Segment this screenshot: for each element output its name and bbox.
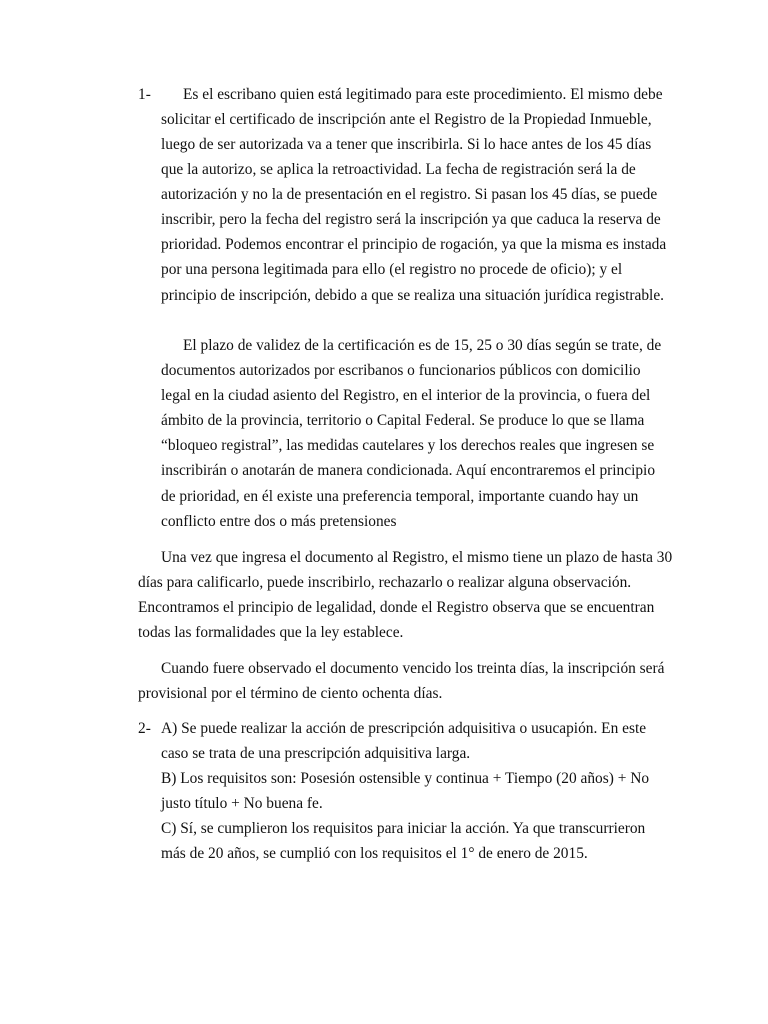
text-line: que la autorizo, se aplica la retroactividad. La fecha de registración será la de — [161, 161, 636, 178]
text-line: inscribirán o anotarán de manera condicionada. Aquí encontraremos el principio — [161, 462, 656, 479]
text-line: Encontramos el principio de legalidad, donde el Registro observa que se encuentran — [138, 599, 655, 616]
answer-b-line: justo título + No buena fe. — [161, 795, 323, 812]
text-line: ámbito de la provincia, territorio o Capital Federal. Se produce lo que se llama — [161, 412, 645, 429]
text-line: prioridad. Podemos encontrar el principio de rogación, ya que la misma es instada — [161, 236, 667, 253]
answer-b-line: B) Los requisitos son: Posesión ostensible y continua + Tiempo (20 años) + No — [161, 770, 650, 787]
text-line: inscribir, pero la fecha del registro será la inscripción ya que caduca la reserva de — [161, 211, 661, 228]
answer-a-line: caso se trata de una prescripción adquisitiva larga. — [161, 745, 471, 762]
text-line: Es el escribano quien está legitimado para este procedimiento. El mismo debe — [183, 86, 663, 103]
answer-c-line: más de 20 años, se cumplió con los requisitos el 1° de enero de 2015. — [161, 845, 588, 862]
text-line: autorización y no la de presentación en el registro. Si pasan los 45 días, se puede — [161, 186, 658, 203]
text-line: todas las formalidades que la ley establece. — [138, 624, 404, 641]
text-line: provisional por el término de ciento ochenta días. — [138, 685, 443, 702]
section-1-number: 1- — [138, 86, 151, 103]
text-line: documentos autorizados por escribanos o funcionarios públicos con domicilio — [161, 362, 641, 379]
answer-c-line: C) Sí, se cumplieron los requisitos para iniciar la acción. Ya que transcurrieron — [161, 820, 646, 837]
text-line: “bloqueo registral”, las medidas cautelares y los derechos reales que ingresen se — [161, 437, 655, 454]
text-line: conflicto entre dos o más pretensiones — [161, 513, 397, 530]
answer-a-line: A) Se puede realizar la acción de prescripción adquisitiva o usucapión. En este — [161, 720, 647, 737]
text-line: luego de ser autorizada va a tener que inscribirla. Si lo hace antes de los 45 días — [161, 136, 652, 153]
text-line: principio de inscripción, debido a que se realiza una situación jurídica registrable. — [161, 287, 665, 304]
text-line: por una persona legitimada para ello (el registro no procede de oficio); y el — [161, 261, 623, 278]
text-line: legal en la ciudad asiento del Registro, en el interior de la provincia, o fuera del — [161, 387, 651, 404]
text-line: de prioridad, en él existe una preferencia temporal, importante cuando hay un — [161, 488, 639, 505]
section-2-number: 2- — [138, 720, 151, 737]
text-line: El plazo de validez de la certificación es de 15, 25 o 30 días según se trate, de — [183, 337, 662, 354]
text-line: solicitar el certificado de inscripción ante el Registro de la Propiedad Inmueble, — [161, 111, 652, 128]
text-line: Una vez que ingresa el documento al Registro, el mismo tiene un plazo de hasta 30 — [161, 549, 673, 566]
text-line: Cuando fuere observado el documento vencido los treinta días, la inscripción será — [161, 660, 665, 677]
text-line: días para calificarlo, puede inscribirlo, rechazarlo o realizar alguna observación. — [138, 574, 632, 591]
